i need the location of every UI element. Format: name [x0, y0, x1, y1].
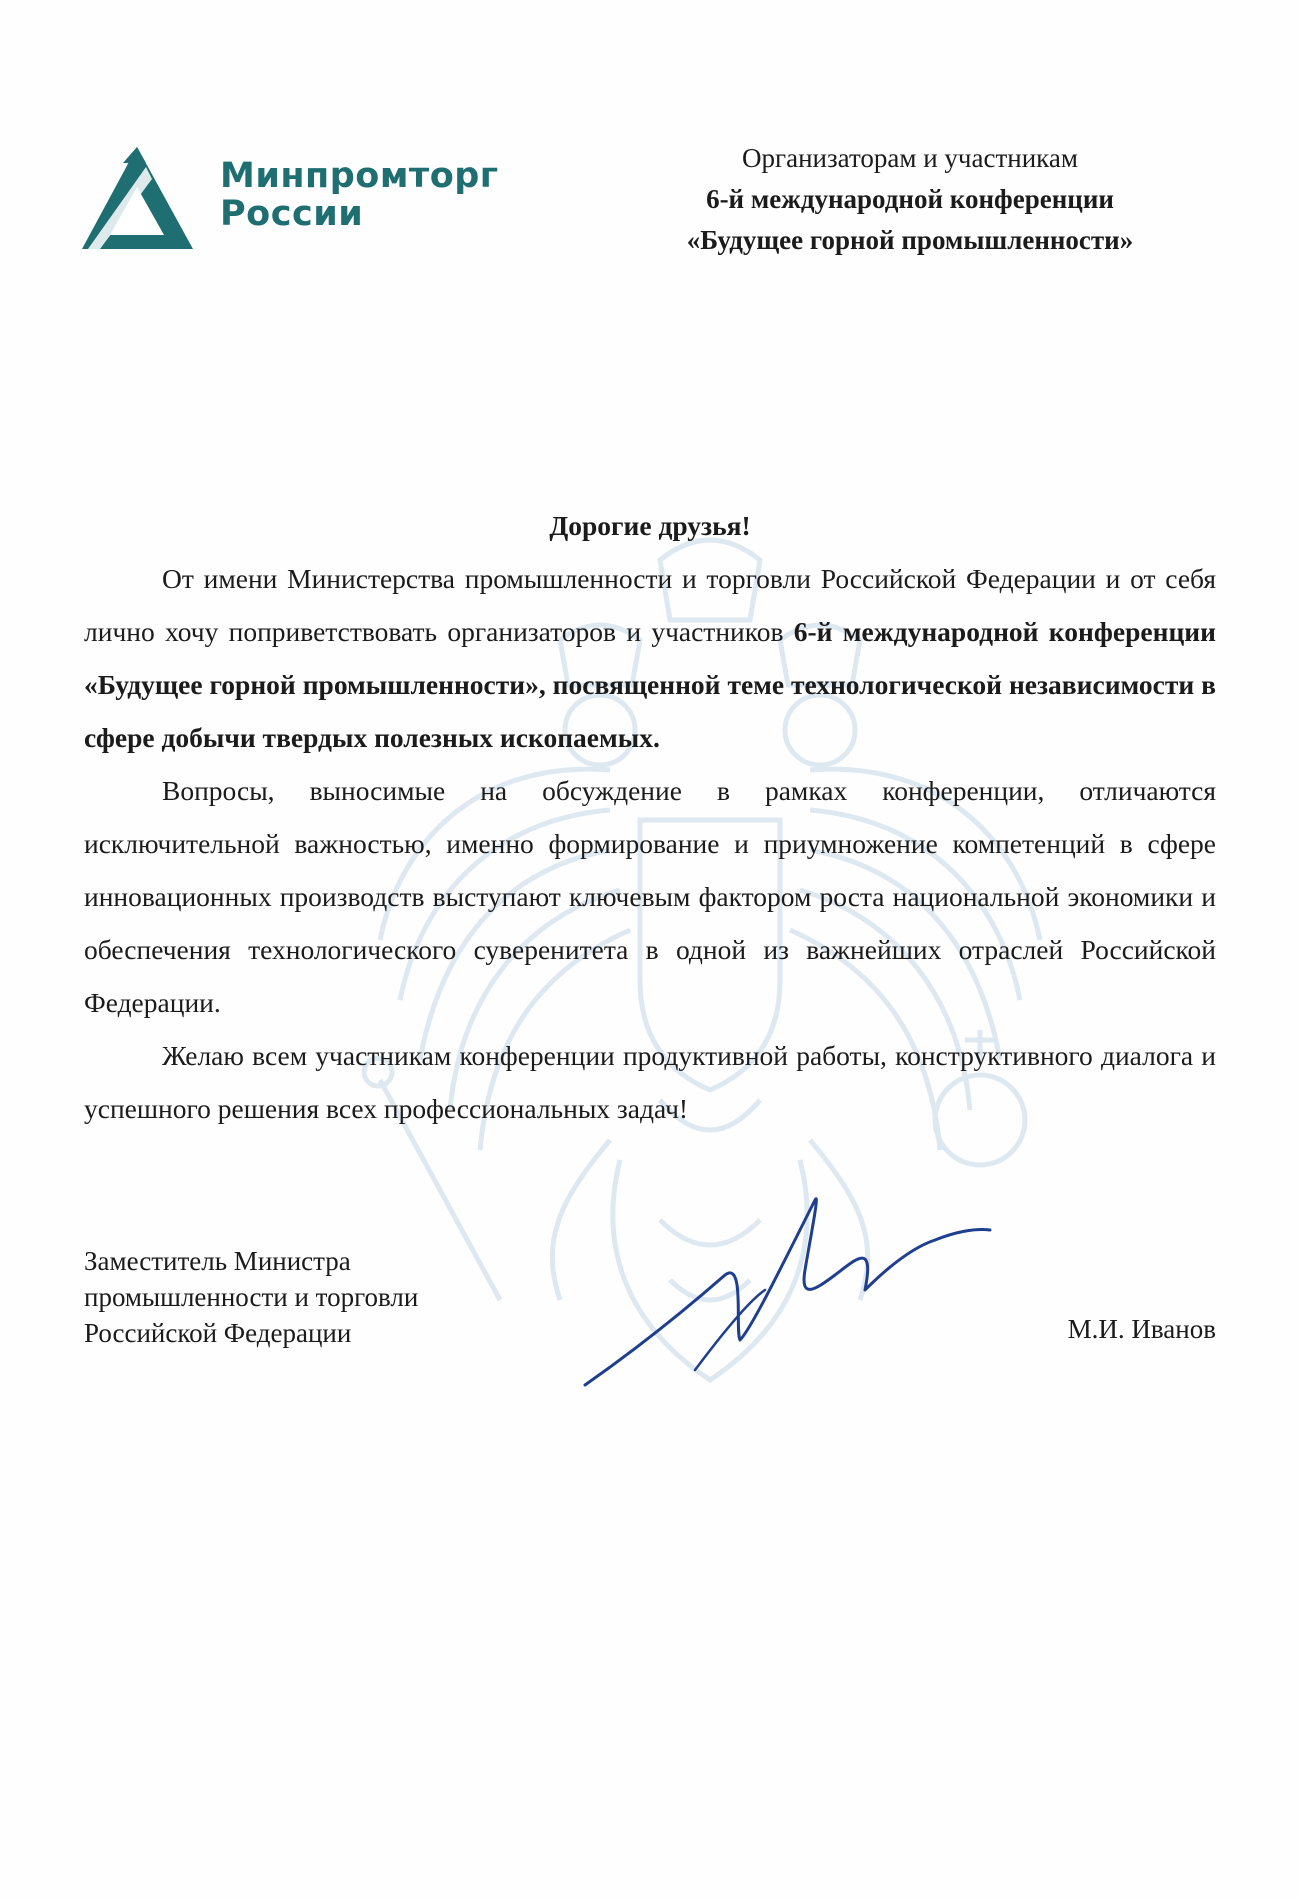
paragraph-1	[84, 552, 1216, 764]
addressee-line-2: 6-й международной конференции	[706, 184, 1114, 214]
signatory-title	[84, 1243, 418, 1351]
addressee-line-3: «Будущее горной промышленности»	[686, 225, 1134, 255]
signatory-title-line-3: Российской Федерации	[84, 1318, 352, 1348]
letter-body	[84, 499, 1216, 1135]
signatory-title-line-1: Заместитель Министра	[84, 1246, 351, 1276]
paragraph-2: Вопросы, выносимые на обсуждение в рамках конференции, отличаются исключительной важностью, именно формирование и приумножение компетенций в сфере инновационных производств выступают ключевым фактором роста национальной экономики и обеспечения технологического суверенитета в одной из важнейших отраслей Российской Федерации.	[84, 775, 1216, 1018]
addressee-block	[610, 138, 1210, 261]
handwritten-signature	[575, 1180, 995, 1400]
logo-line-2: России	[220, 194, 364, 234]
paragraph-1-bold: 6-й международной конференции «Будущее горной промышленности», посвященной теме технологической независимости в сфере добычи твердых полезных ископаемых.	[84, 616, 1216, 753]
triangle-logo-icon	[80, 145, 195, 253]
signatory-title-line-2: промышленности и торговли	[84, 1282, 419, 1312]
addressee-line-1: Организаторам и участникам	[742, 143, 1078, 173]
logo-wordmark	[220, 157, 499, 233]
paragraph-3: Желаю всем участникам конференции продуктивной работы, конструктивного диалога и успешного решения всех профессиональных задач!	[84, 1040, 1216, 1124]
ministry-logo	[80, 145, 500, 255]
paragraph-1-text: От имени Министерства промышленности и торговли Российской Федерации и от себя лично хочу поприветствовать организаторов и участников	[84, 563, 1216, 647]
signatory-name: М.И. Иванов	[1067, 1314, 1216, 1344]
logo-line-1: Минпромторг	[220, 156, 499, 196]
greeting: Дорогие друзья!	[549, 510, 751, 541]
